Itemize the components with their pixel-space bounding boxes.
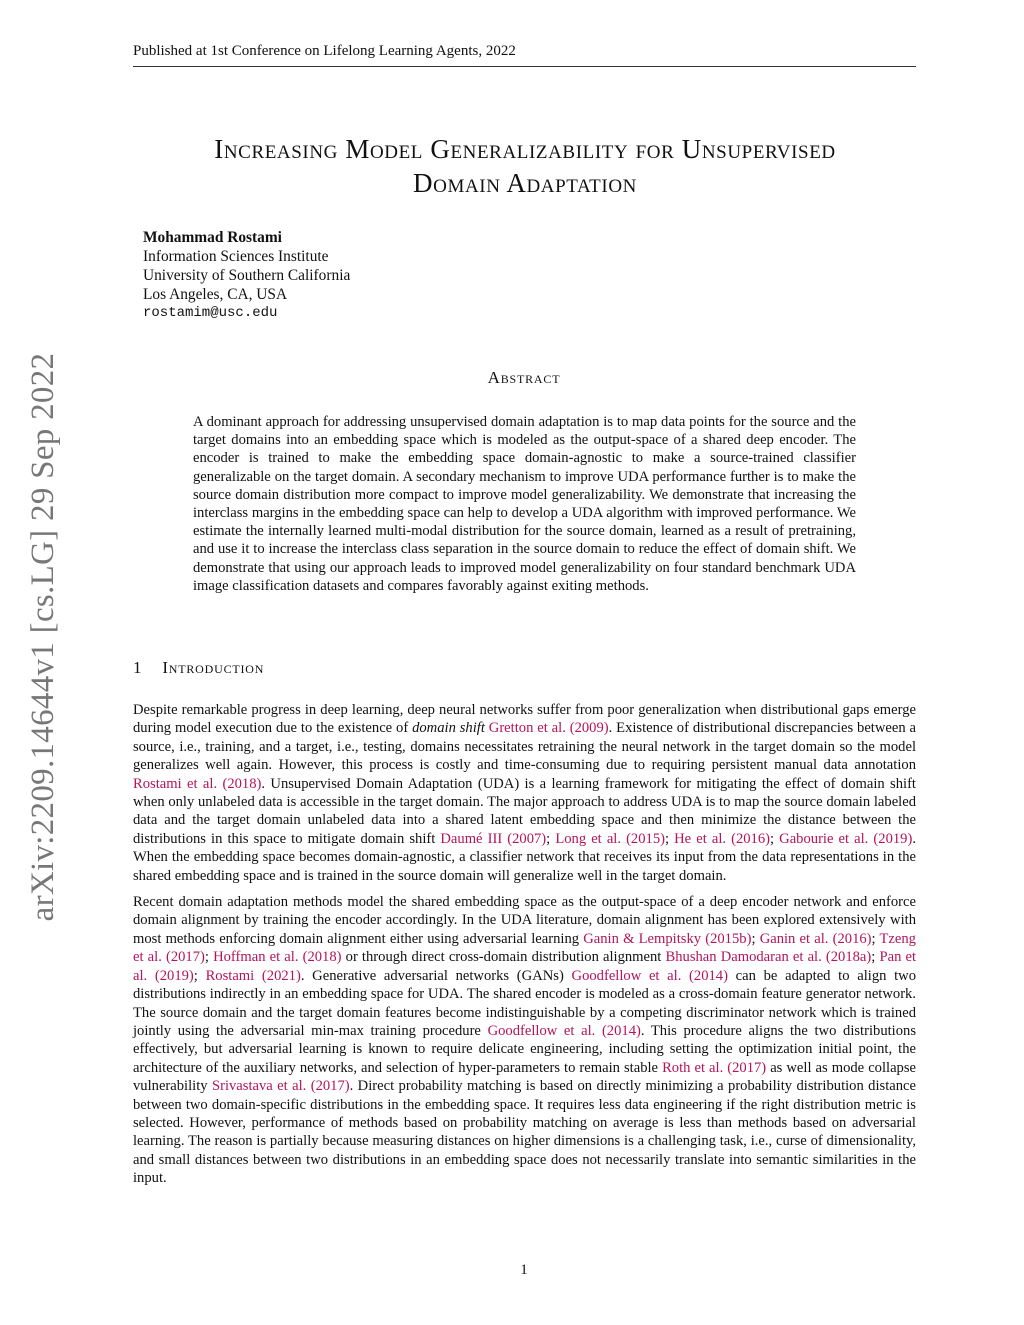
text-span: ; bbox=[871, 930, 880, 947]
text-span: or through direct cross-domain distribution alignment bbox=[341, 949, 666, 966]
running-header: Published at 1st Conference on Lifelong Learning Agents, 2022 bbox=[133, 43, 916, 67]
emphasis: domain shift bbox=[412, 720, 485, 737]
author-affiliation-2: University of Southern California bbox=[143, 267, 351, 284]
citation-link[interactable]: Bhushan Damodaran et al. (2018a) bbox=[665, 949, 872, 966]
text-span: ; bbox=[664, 830, 675, 847]
author-block bbox=[143, 228, 350, 323]
title-line-2: Domain Adaptation bbox=[413, 168, 637, 198]
author-location: Los Angeles, CA, USA bbox=[143, 286, 288, 303]
text-span: . Direct probability matching is based on directly minimizing a probability distribution distance between two domain-specific distributions in the embedding space. It requires less data engineering if the right distribution metric is selected. However, performance of methods based on probability matching on average is less than methods based on adversarial learning. The reason is partially because measuring distances on higher dimensions is a challenging task, i.e., curse of dimensionality, and small distances between two distributions in an embedding space does not necessarily translate into semantic similarities in the input. bbox=[133, 1078, 916, 1187]
text-span: Recent domain adaptation methods model the shared embedding space as the output-space of a deep encoder network and enforce domain alignment by training the encoder accordingly. In the UDA literature, domain alignment has been explored extensively with most methods enforcing domain alignment either using adversarial learning bbox=[133, 894, 916, 947]
text-span: ; bbox=[751, 930, 760, 947]
paper-title bbox=[120, 132, 930, 200]
abstract-text: A dominant approach for addressing unsupervised domain adaptation is to map data points for the source and the target domains into an embedding space which is modeled as the output-space of a shared deep encoder. The encoder is trained to make the embedding space domain-agnostic to make a source-trained classifier generalizable on the target domain. A secondary mechanism to improve UDA performance further is to make the source domain distribution more compact to improve model generalizability. We demonstrate that increasing the interclass margins in the embedding space can help to develop a UDA algorithm with improved performance. We estimate the internally learned multi-modal distribution for the source domain, learned as a result of pretraining, and use it to increase the interclass class separation in the source domain to reduce the effect of domain shift. We demonstrate that using our approach leads to improved model generalizability on four standard benchmark UDA image classification datasets and compares favorably against exiting methods. bbox=[193, 414, 856, 594]
section-heading bbox=[133, 658, 264, 678]
author-name: Mohammad Rostami bbox=[143, 229, 282, 246]
citation-link[interactable]: Ganin & Lempitsky (2015b) bbox=[583, 930, 752, 947]
text-span: ; bbox=[193, 967, 206, 984]
text-span: as well as mode collapse vulnerability bbox=[133, 1059, 917, 1095]
citation-link[interactable]: Gretton et al. (2009) bbox=[488, 720, 609, 737]
citation-link[interactable]: Daumé III (2007) bbox=[440, 830, 547, 847]
title-line-1: Increasing Model Generalizability for Unsupervised bbox=[214, 134, 836, 164]
citation-link[interactable]: He et al. (2016) bbox=[674, 830, 771, 847]
text-span: ; bbox=[871, 949, 880, 966]
citation-link[interactable]: Roth et al. (2017) bbox=[662, 1059, 767, 1076]
paragraph-1 bbox=[133, 701, 916, 885]
page-number: 1 bbox=[520, 1262, 528, 1278]
text-span: . Existence of distributional discrepancies between a source, i.e., training, and a target, i.e., testing, domains necessitates retraining the neural network in the target domain so the model generalizes well again. However, this process is costly and time-consuming due to requiring persistent manual data annotation bbox=[133, 720, 916, 774]
citation-link[interactable]: Rostami (2021) bbox=[205, 967, 301, 984]
citation-link[interactable]: Gabourie et al. (2019) bbox=[779, 830, 913, 847]
text-span: . When the embedding space becomes domain-agnostic, a classifier network that receives its input from the data representations in the shared embedding space and is trained in the source domain will generalize well in the target domain. bbox=[133, 830, 916, 884]
text-span: . This procedure aligns the two distributions effectively, but adversarial learning is known to require delicate engineering, including setting the optimization initial point, the architecture of the auxiliary networks, and selection of hyper-parameters to remain stable bbox=[133, 1022, 916, 1076]
author-affiliation-1: Information Sciences Institute bbox=[143, 248, 329, 265]
section-number: 1 bbox=[133, 658, 143, 677]
paragraph-2 bbox=[133, 893, 916, 1188]
author-email: rostamim@usc.edu bbox=[143, 305, 278, 321]
text-span: . Unsupervised Domain Adaptation (UDA) is a learning framework for mitigating the effect of domain shift when only unlabeled data is accessible in the target domain. The major approach to address UDA is to map the source domain labeled data and the target domain unlabeled data into a shared latent embedding space and then minimize the distance between the distributions in this space to mitigate domain shift bbox=[133, 775, 916, 847]
citation-link[interactable]: Goodfellow et al. (2014) bbox=[571, 967, 728, 984]
citation-link[interactable]: Rostami et al. (2018) bbox=[133, 775, 262, 792]
abstract-heading: Abstract bbox=[487, 368, 561, 387]
citation-link[interactable]: Tzeng et al. (2017) bbox=[133, 930, 916, 966]
text-span: ; bbox=[546, 830, 556, 847]
text-span: Despite remarkable progress in deep learning, deep neural networks suffer from poor generalization when distributional gaps emerge during model execution due to the existence of bbox=[133, 702, 916, 737]
citation-link[interactable]: Pan et al. (2019) bbox=[133, 949, 917, 984]
citation-link[interactable]: Hoffman et al. (2018) bbox=[213, 949, 342, 966]
citation-link[interactable]: Goodfellow et al. (2014) bbox=[487, 1022, 641, 1039]
section-title: Introduction bbox=[162, 658, 265, 677]
citation-link[interactable]: Long et al. (2015) bbox=[555, 830, 665, 847]
citation-link[interactable]: Srivastava et al. (2017) bbox=[211, 1078, 350, 1095]
arxiv-stamp: arXiv:2209.14644v1 [cs.LG] 29 Sep 2022 bbox=[24, 352, 61, 922]
text-span: ; bbox=[770, 830, 780, 847]
citation-link[interactable]: Ganin et al. (2016) bbox=[759, 930, 872, 947]
text-span: can be adapted to align two distributions indirectly in an embedding space for UDA. The shared encoder is modeled as a cross-domain feature generator network. The source domain and the target domain features become indistinguishable by a competing discriminator network which is trained jointly using the adversarial min-max training procedure bbox=[133, 967, 916, 1039]
body-text bbox=[133, 701, 916, 1196]
text-span: . Generative adversarial networks (GANs) bbox=[300, 967, 572, 984]
text-span: ; bbox=[204, 949, 214, 966]
